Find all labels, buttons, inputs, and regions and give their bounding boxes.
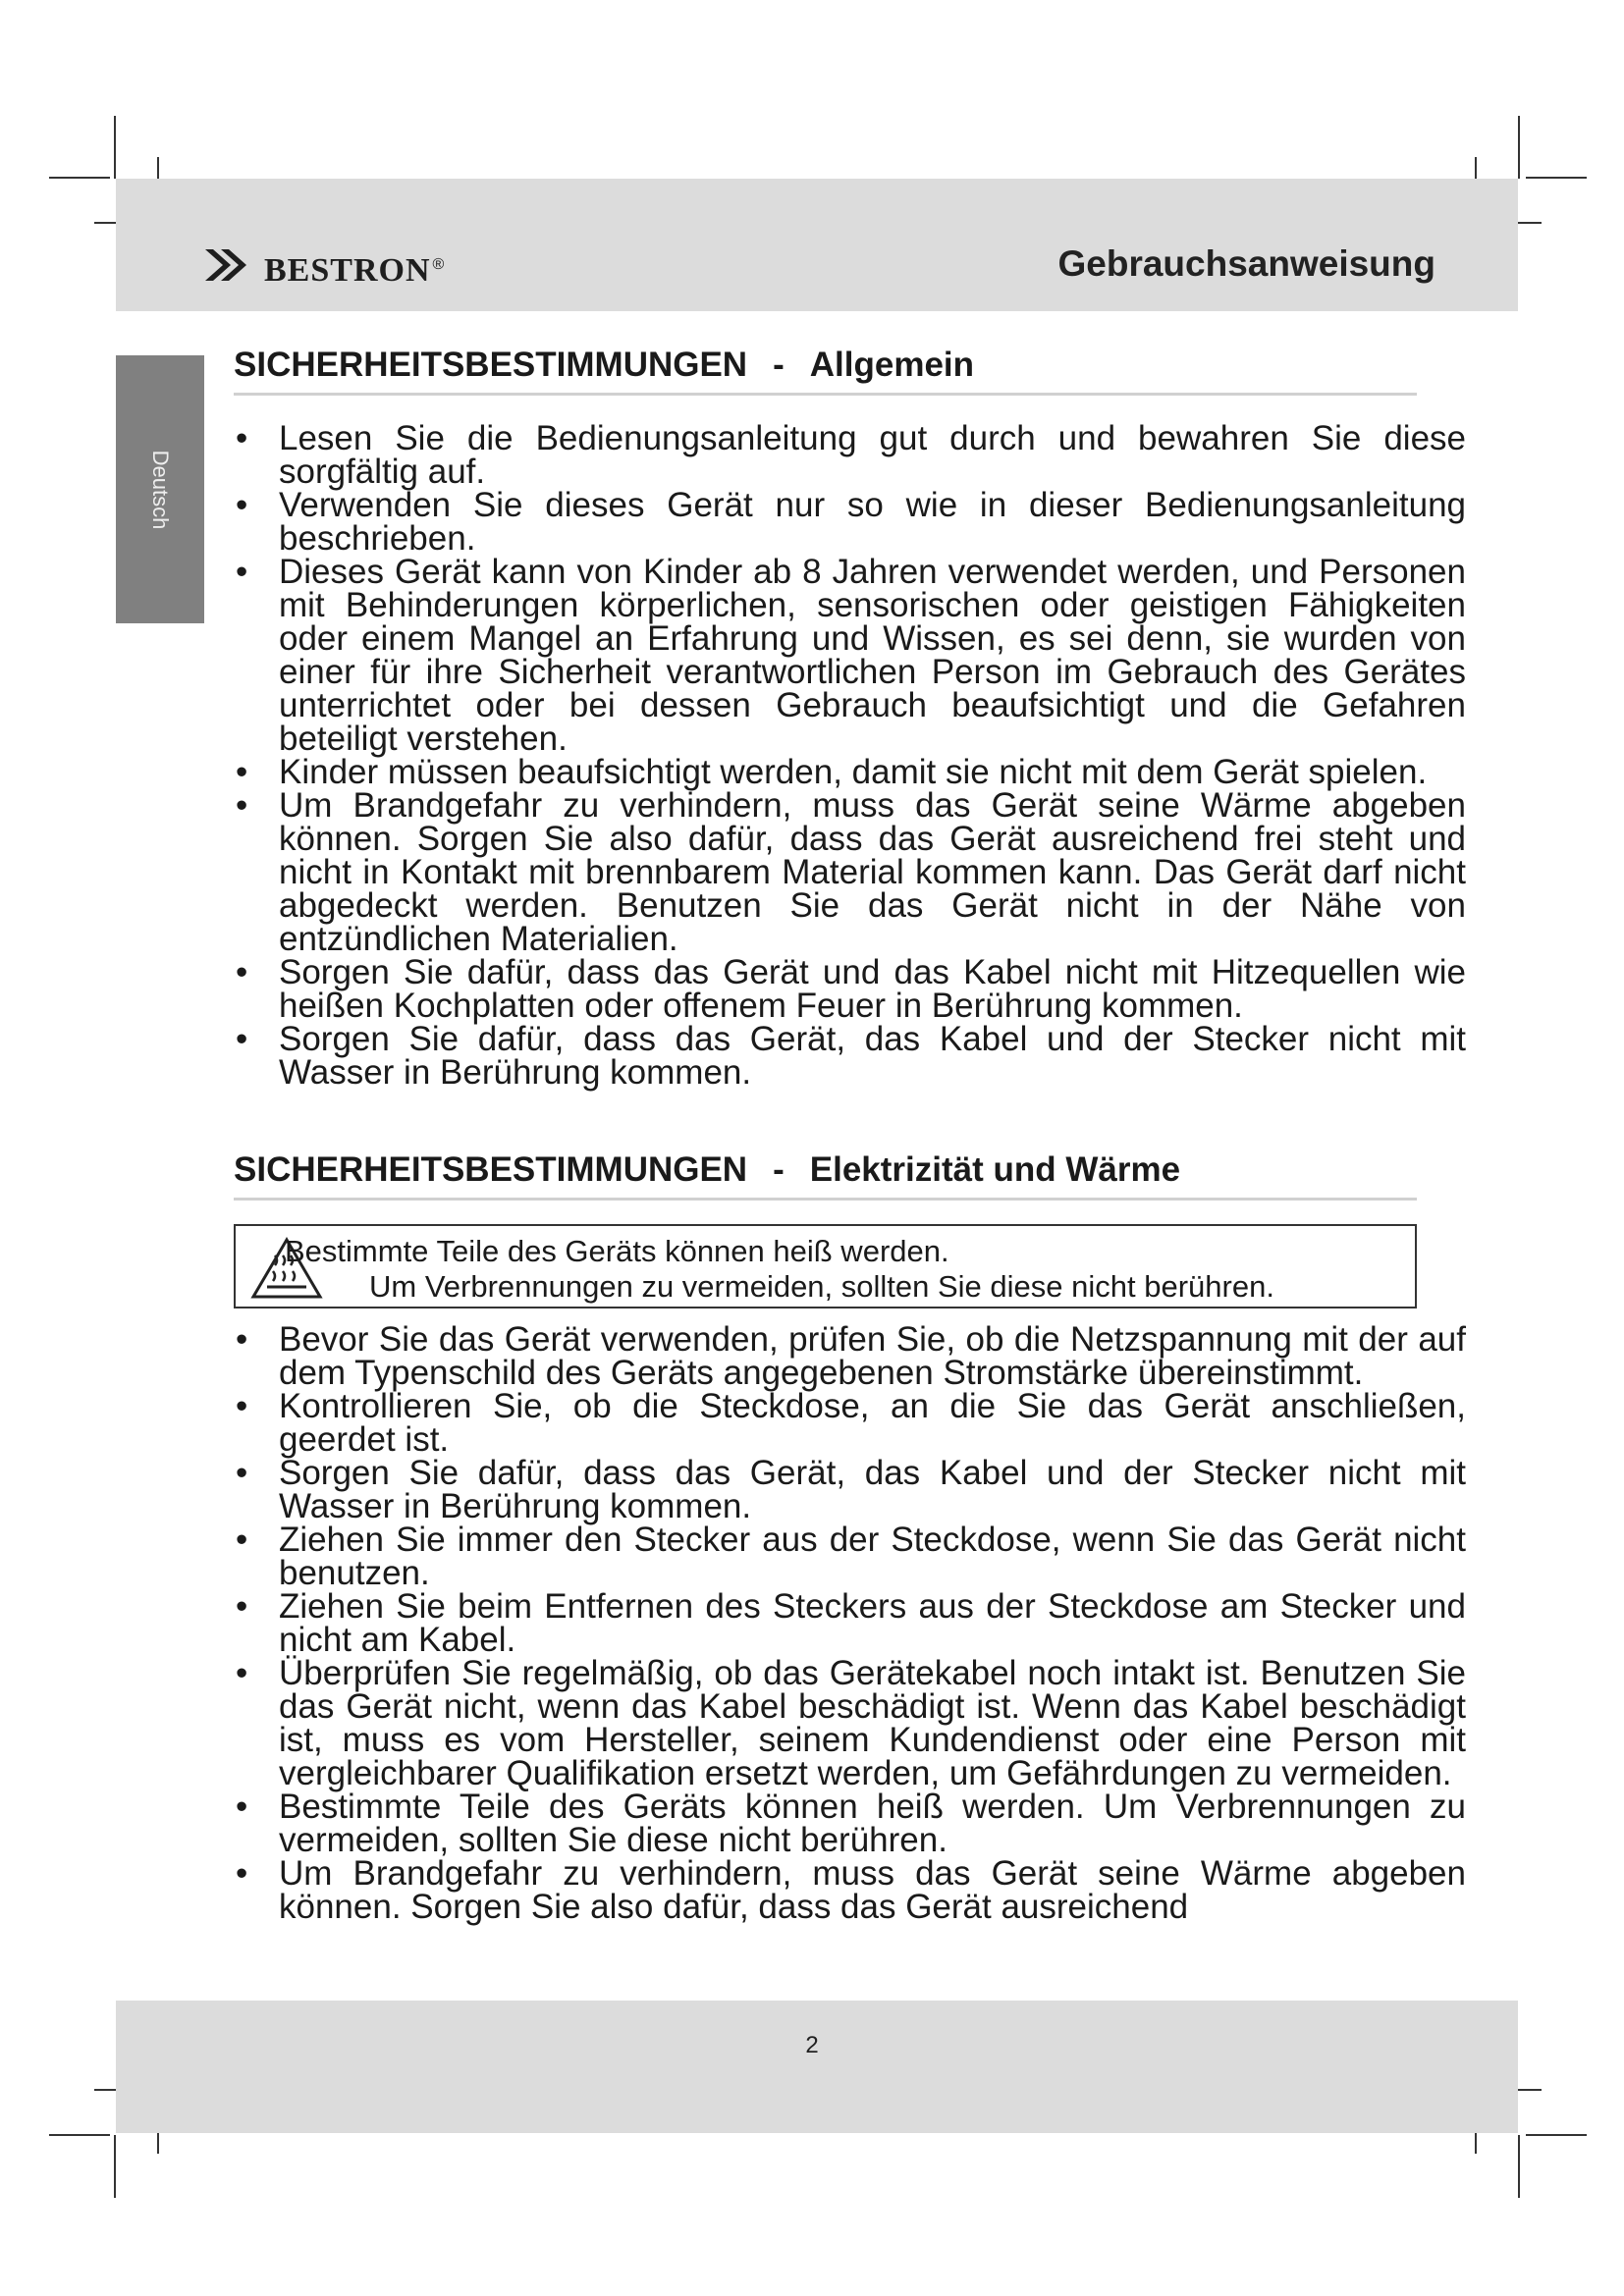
warning-text-1: Bestimmte Teile des Geräts können heiß werden. [285, 1234, 949, 1268]
list-item: • Überprüfen Sie regelmäßig, ob das Gerätekabel noch intakt ist. Benutzen Sie das Gerät nicht, wenn das Kabel beschädigt ist. Wenn das Kabel beschädigt ist, muss es vom Hersteller, seinem Kundendienst oder eine Person mit vergleichbarer Qualifikation ersetzt werden, um Gefährdungen zu vermeiden. [234, 1657, 1466, 1790]
section-separator: - [773, 346, 785, 384]
chevron-logo-icon [201, 241, 256, 289]
language-tab-label: Deutsch [148, 450, 173, 529]
section-separator: - [773, 1150, 785, 1189]
crop-mark [1526, 177, 1587, 179]
bullet-list-general [234, 419, 1466, 1092]
list-item: • Ziehen Sie immer den Stecker aus der Steckdose, wenn Sie das Gerät nicht benutzen. [234, 1523, 1466, 1590]
crop-mark [49, 2134, 110, 2136]
brand-logo [201, 236, 444, 294]
list-item: • Kinder müssen beaufsichtigt werden, damit sie nicht mit dem Gerät spielen. [234, 756, 1466, 789]
section-subtitle: Allgemein [809, 346, 975, 384]
registered-mark: ® [432, 256, 445, 273]
footer-band [116, 2001, 1518, 2133]
list-item: • Sorgen Sie dafür, dass das Gerät, das Kabel und der Stecker nicht mit Wasser in Berührung kommen. [234, 1457, 1466, 1523]
bullet-list-electricity [234, 1320, 1466, 1926]
logo-text: bestron [264, 239, 431, 292]
list-item: • Ziehen Sie beim Entfernen des Steckers aus der Steckdose am Stecker und nicht am Kabel. [234, 1590, 1466, 1657]
section-title: SICHERHEITSBESTIMMUNGEN [234, 346, 748, 384]
warning-text-2: Um Verbrennungen zu vermeiden, sollten Sie diese nicht berühren. [369, 1269, 1274, 1304]
list-item: • Verwenden Sie dieses Gerät nur so wie in dieser Bedienungsanleitung beschrieben. [234, 489, 1466, 556]
crop-mark [1526, 2134, 1587, 2136]
list-item: • Um Brandgefahr zu verhindern, muss das Gerät seine Wärme abgeben können. Sorgen Sie also dafür, dass das Gerät ausreichend frei steht und nicht in Kontakt mit brennbarem Material kommen kann. Das Gerät darf nicht abgedeckt werden. Benutzen Sie das Gerät nicht in der Nähe von entzündlichen Materialien. [234, 789, 1466, 956]
page-number: 2 [805, 2032, 819, 2058]
crop-mark [114, 116, 116, 179]
list-item: • Bestimmte Teile des Geräts können heiß werden. Um Verbrennungen zu vermeiden, sollten Sie diese nicht berühren. [234, 1790, 1466, 1857]
section-subtitle: Elektrizität und Wärme [809, 1150, 1181, 1189]
crop-mark [114, 2135, 116, 2198]
section-heading-electricity [234, 1150, 1417, 1201]
document-title: Gebrauchsanweisung [1057, 243, 1435, 284]
crop-mark [1518, 2135, 1520, 2198]
list-item: • Kontrollieren Sie, ob die Steckdose, an die Sie das Gerät anschließen, geerdet ist. [234, 1390, 1466, 1457]
list-item: • Um Brandgefahr zu verhindern, muss das Gerät seine Wärme abgeben können. Sorgen Sie also dafür, dass das Gerät ausreichend [234, 1857, 1466, 1924]
list-item: • Lesen Sie die Bedienungsanleitung gut durch und bewahren Sie diese sorgfältig auf. [234, 422, 1466, 489]
crop-mark [49, 177, 110, 179]
list-item: • Sorgen Sie dafür, dass das Gerät und das Kabel nicht mit Hitzequellen wie heißen Kochplatten oder offenem Feuer in Berührung kommen. [234, 956, 1466, 1023]
warning-box [234, 1224, 1417, 1308]
crop-mark [1518, 116, 1520, 179]
list-item: • Dieses Gerät kann von Kinder ab 8 Jahren verwendet werden, und Personen mit Behinderungen körperlichen, sensorischen oder geistigen Fähigkeiten oder einem Mangel an Erfahrung und Wissen, es sei denn, sie wurden von einer für ihre Sicherheit verantwortlichen Person im Gebrauch des Gerätes unterrichtet oder bei dessen Gebrauch beaufsichtigt und die Gefahren beteiligt verstehen. [234, 556, 1466, 756]
section-heading-general [234, 346, 1417, 396]
list-item: • Sorgen Sie dafür, dass das Gerät, das Kabel und der Stecker nicht mit Wasser in Berührung kommen. [234, 1023, 1466, 1090]
language-tab [116, 355, 204, 623]
section-title: SICHERHEITSBESTIMMUNGEN [234, 1150, 748, 1189]
list-item: • Bevor Sie das Gerät verwenden, prüfen Sie, ob die Netzspannung mit der auf dem Typenschild des Geräts angegebenen Stromstärke übereinstimmt. [234, 1323, 1466, 1390]
